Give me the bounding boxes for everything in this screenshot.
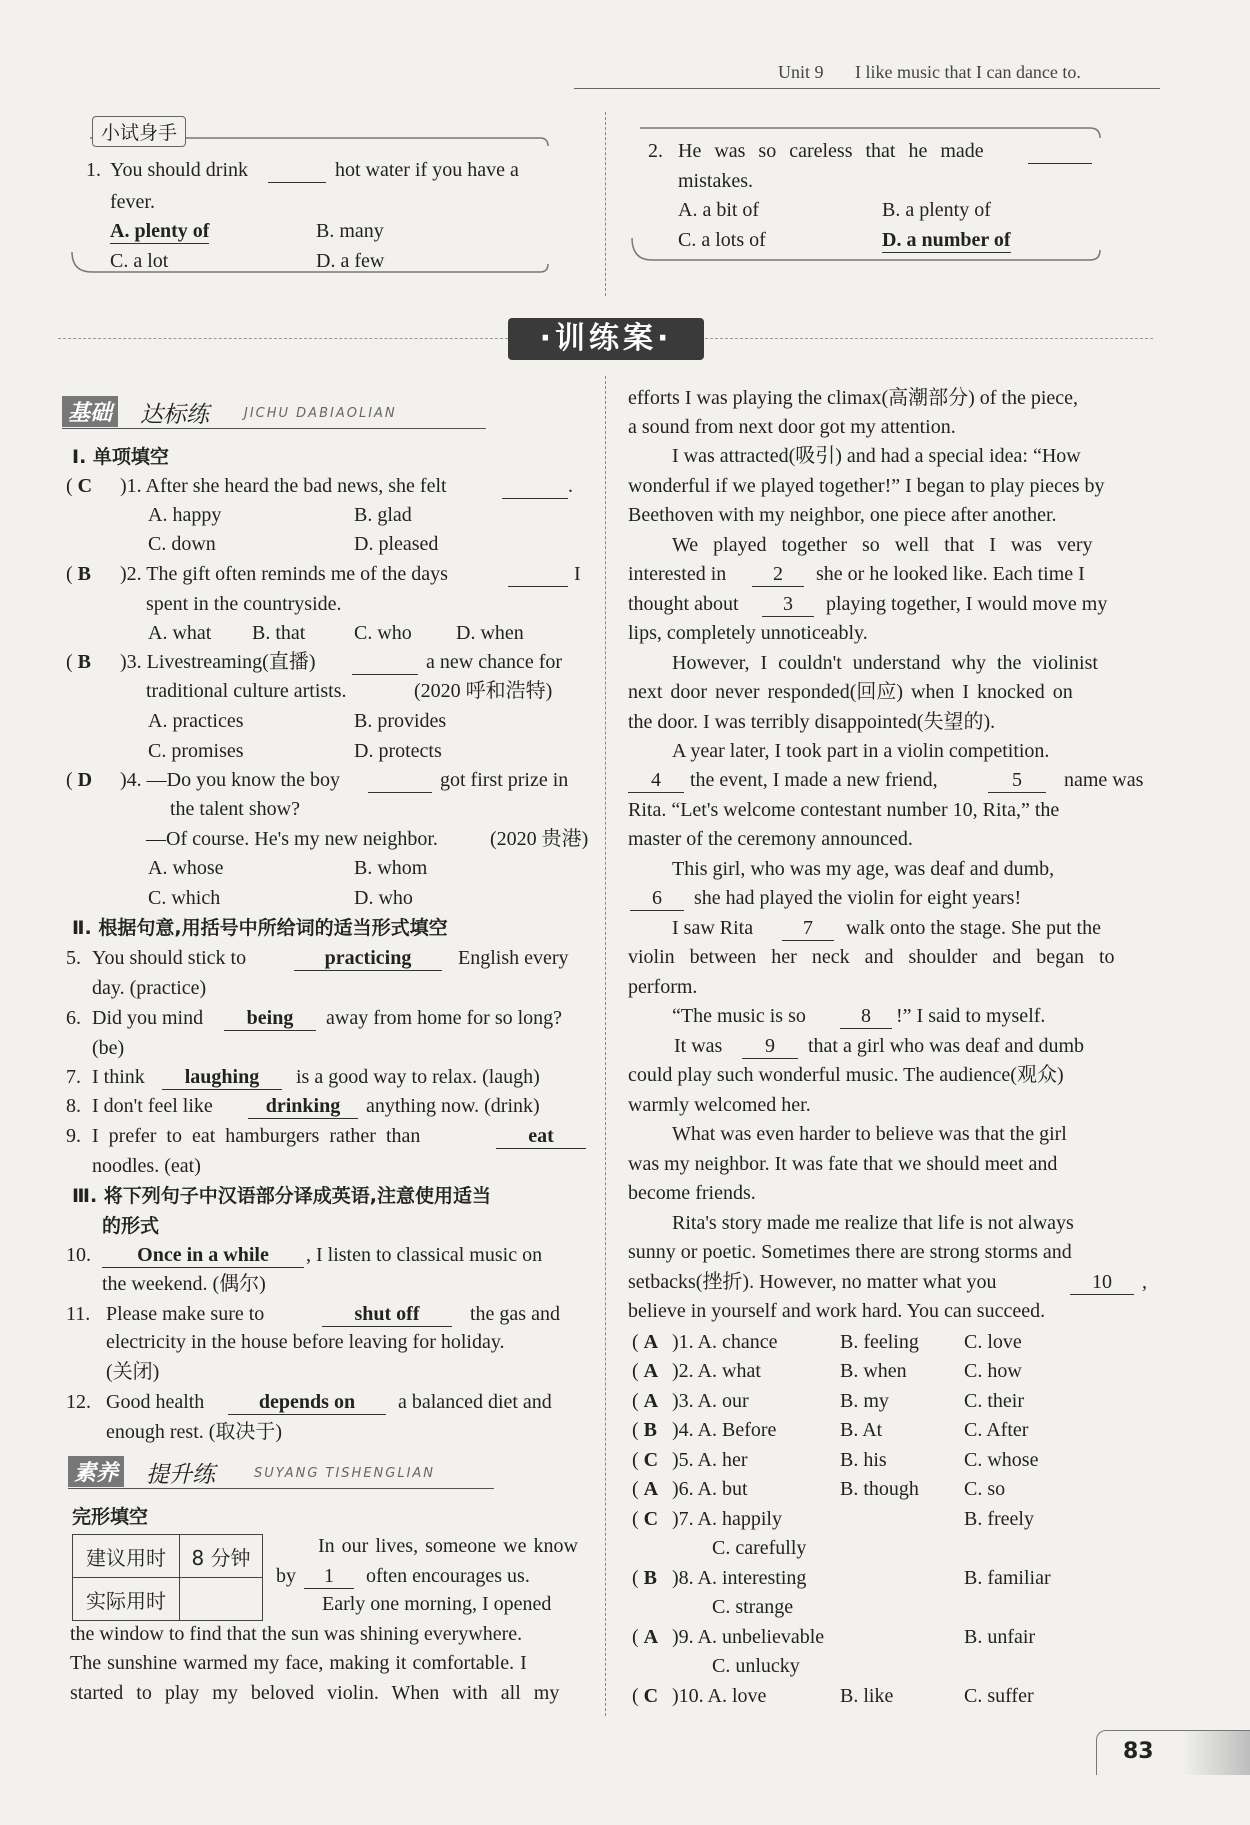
sec2-q7-answer-wrap <box>162 1065 282 1090</box>
sec3-q10-b: , I listen to classical music on <box>306 1244 543 1266</box>
sec2-q7-answer: laughing <box>162 1065 282 1090</box>
try-q1-option-c: C. a lot <box>110 250 169 272</box>
sec1-q3-stem: )3. Livestreaming(直播) <box>120 651 316 673</box>
sec1-q2-stem: )2. The gift often reminds me of the days <box>120 563 448 585</box>
sec2-q5-b: English every <box>458 947 569 969</box>
cloze-right-line-15: violin between her neck and shoulder and began to <box>628 946 1115 968</box>
cloze-opt-6-c: C. so <box>964 1478 1006 1500</box>
cloze-by: by <box>276 1565 296 1587</box>
cloze-name: name was <box>1064 769 1144 791</box>
sec1-q3-paren: ( B <box>66 651 92 673</box>
try-q1-stem-c: fever. <box>110 191 155 213</box>
cloze-right-line-24: believe in yourself and work hard. You can succeed. <box>628 1300 1046 1322</box>
cloze-interested: interested in <box>628 563 727 585</box>
cloze-it-was: It was <box>674 1035 723 1057</box>
cloze-opt-5-paren: ( C <box>632 1449 659 1471</box>
cloze-opt-7-paren: ( C <box>632 1508 659 1530</box>
cloze-right-line-11: A year later, I took part in a violin competition. <box>672 740 1050 762</box>
cloze-opt-2-answer: A <box>643 1360 659 1382</box>
cloze-saw: I saw Rita <box>672 917 754 939</box>
sec2-q7-num: 7. <box>66 1066 81 1088</box>
cloze-that-girl: that a girl who was deaf and dumb <box>808 1035 1085 1057</box>
sec1-q3-option-a: A. practices <box>148 710 244 732</box>
cloze-opt-1-paren: ( A <box>632 1331 659 1353</box>
sec1-q4-blank <box>368 768 432 793</box>
try-q2-num: 2. <box>648 140 663 162</box>
cloze-opt-2-c: C. how <box>964 1360 1022 1382</box>
sec3-q11-answer: shut off <box>322 1302 452 1327</box>
sec1-q4-source: (2020 贵港) <box>490 828 589 850</box>
cloze-time-table <box>72 1534 263 1621</box>
cloze-opt-7-b: B. freely <box>964 1508 1034 1530</box>
cloze-right-line-8: However, I couldn't understand why the violinist <box>672 652 1098 674</box>
sec2-q9-num: 9. <box>66 1125 81 1147</box>
sec2-q6-a: Did you mind <box>92 1007 204 1029</box>
cloze-opt-6-a: )6. A. but <box>672 1478 748 1500</box>
suyang-header <box>68 1456 494 1489</box>
sec1-q3-blank <box>352 650 418 675</box>
cloze-she: she or he looked like. Each time I <box>816 563 1085 585</box>
try-q2-stem-b: mistakes. <box>678 170 753 192</box>
sec1-q3-tail: a new chance for <box>426 651 563 673</box>
jichu-title-a: 基础 <box>62 396 118 427</box>
try-q1-stem-a: You should drink <box>110 159 248 181</box>
cloze-opt-9-a: )9. A. unbelievable <box>672 1626 825 1648</box>
cloze-right-line-19: What was even harder to believe was that the girl <box>672 1123 1067 1145</box>
cloze-opt-8-b: B. familiar <box>964 1567 1051 1589</box>
cloze-she-had: she had played the violin for eight years! <box>694 887 1022 909</box>
try-q1-option-d: D. a few <box>316 250 385 272</box>
table-suggested-label: 建议用时 <box>73 1535 180 1578</box>
sec2-q6-b: away from home for so long? <box>326 1007 563 1029</box>
cloze-blank-2: 2 <box>752 562 804 587</box>
cloze-opt-4-paren: ( B <box>632 1419 658 1441</box>
cloze-right-line-1: efforts I was playing the climax(高潮部分) of the piece, <box>628 387 1079 409</box>
cloze-left-line-4: the window to find that the sun was shining everywhere. <box>70 1623 523 1645</box>
sec1-q1-option-b: B. glad <box>354 504 412 526</box>
sec3-q10-answer-wrap <box>102 1243 304 1268</box>
sec1-q4-answer: D <box>77 769 93 791</box>
cloze-right-line-5: Beethoven with my neighbor, one piece after another. <box>628 504 1057 526</box>
cloze-walk: walk onto the stage. She put the <box>846 917 1101 939</box>
sec1-q4-option-a: A. whose <box>148 857 224 879</box>
cloze-playing: playing together, I would move my <box>826 593 1108 615</box>
sec1-q2-blank <box>508 562 568 587</box>
sec1-q2-option-d: D. when <box>456 622 524 644</box>
try-q1-option-b: B. many <box>316 220 384 242</box>
sec2-q8-b: anything now. (drink) <box>366 1095 540 1117</box>
sec1-q2-line2: spent in the countryside. <box>146 593 342 615</box>
cloze-blank-9: 9 <box>742 1034 798 1059</box>
sec1-q2-option-b: B. that <box>252 622 306 644</box>
sec3-q12-answer: depends on <box>228 1390 386 1415</box>
cloze-opt-3-a: )3. A. our <box>672 1390 749 1412</box>
top-divider <box>605 112 606 296</box>
sec3-q12-a: Good health <box>106 1391 205 1413</box>
cloze-opt-7-answer: C <box>643 1508 659 1530</box>
cloze-right-line-18: warmly welcomed her. <box>628 1094 811 1116</box>
cloze-opt-2-a: )2. A. what <box>672 1360 761 1382</box>
sec1-q3-answer: B <box>77 651 92 673</box>
cloze-right-line-16: perform. <box>628 976 698 998</box>
cloze-blank-6: 6 <box>630 886 684 911</box>
cloze-opt-1-a: )1. A. chance <box>672 1331 778 1353</box>
cloze-left-line-2: often encourages us. <box>366 1565 530 1587</box>
sec1-q2-option-c: C. who <box>354 622 412 644</box>
cloze-title: 完形填空 <box>72 1506 149 1528</box>
sec2-q9-c: noodles. (eat) <box>92 1155 201 1177</box>
sec2-title: Ⅱ. 根据句意,用括号中所给词的适当形式填空 <box>72 917 448 939</box>
sec3-q10-answer: Once in a while <box>102 1243 304 1268</box>
sec1-q2-tail: I <box>574 563 581 585</box>
sec3-q12-num: 12. <box>66 1391 91 1413</box>
cloze-opt-9-c: C. unlucky <box>712 1655 800 1677</box>
suyang-pinyin: SUYANG TISHENGLIAN <box>254 1466 436 1481</box>
cloze-opt-1-answer: A <box>643 1331 659 1353</box>
sec1-q4-option-c: C. which <box>148 887 221 909</box>
sec1-q3-option-d: D. protects <box>354 740 442 762</box>
sec2-q9-a: I prefer to eat hamburgers rather than <box>92 1125 421 1147</box>
cloze-right-line-22: Rita's story made me realize that life is not always <box>672 1212 1074 1234</box>
cloze-blank-4: 4 <box>628 768 684 793</box>
cloze-right-line-7: lips, completely unnoticeably. <box>628 622 868 644</box>
cloze-opt-2-b: B. when <box>840 1360 907 1382</box>
cloze-opt-6-paren: ( A <box>632 1478 659 1500</box>
banner-rule-right <box>705 338 1153 339</box>
cloze-right-line-20: was my neighbor. It was fate that we should meet and <box>628 1153 1058 1175</box>
cloze-opt-3-b: B. my <box>840 1390 889 1412</box>
cloze-opt-5-a: )5. A. her <box>672 1449 748 1471</box>
cloze-opt-5-c: C. whose <box>964 1449 1039 1471</box>
cloze-blank-5: 5 <box>988 768 1046 793</box>
sec3-q11-c: electricity in the house before leaving for holiday. <box>106 1331 505 1353</box>
cloze-blank-1: 1 <box>304 1564 354 1589</box>
try-q2-stem-a: He was so careless that he made <box>678 140 984 162</box>
cloze-right-line-14: This girl, who was my age, was deaf and dumb, <box>672 858 1055 880</box>
jichu-header <box>62 396 486 429</box>
cloze-left-line-3: Early one morning, I opened <box>322 1593 552 1615</box>
sec1-q1-option-a: A. happy <box>148 504 222 526</box>
cloze-right-line-9: next door never responded(回应) when I knocked on <box>628 681 1073 703</box>
cloze-opt-6-answer: A <box>643 1478 659 1500</box>
jichu-pinyin: JICHU DABIAOLIAN <box>244 406 397 421</box>
cloze-right-line-17: could play such wonderful music. The audience(观众) <box>628 1064 1064 1086</box>
sec1-q1-option-d: D. pleased <box>354 533 439 555</box>
cloze-opt-7-c: C. carefully <box>712 1537 807 1559</box>
cloze-right-line-12: Rita. “Let's welcome contestant number 10, Rita,” the <box>628 799 1060 821</box>
cloze-right-line-2: a sound from next door got my attention. <box>628 416 956 438</box>
cloze-thought: thought about <box>628 593 739 615</box>
try-box-label: 小试身手 <box>92 116 186 147</box>
sec3-q10-num: 10. <box>66 1244 91 1266</box>
cloze-opt-2-paren: ( A <box>632 1360 659 1382</box>
sec1-q1-answer: C <box>77 475 93 497</box>
table-actual-value <box>180 1578 263 1621</box>
sec2-q7-a: I think <box>92 1066 145 1088</box>
sec1-q3-option-c: C. promises <box>148 740 244 762</box>
cloze-music: “The music is so <box>672 1005 806 1027</box>
cloze-event: the event, I made a new friend, <box>690 769 938 791</box>
jichu-title-b: 达标练 <box>140 402 209 428</box>
sec1-q4-tail: got first prize in <box>440 769 569 791</box>
sec3-q11-answer-wrap <box>322 1302 452 1327</box>
sec2-q7-b: is a good way to relax. (laugh) <box>296 1066 540 1088</box>
sec2-q5-answer: practicing <box>294 946 442 971</box>
sec1-q1-paren: ( C <box>66 475 93 497</box>
cloze-right-line-13: master of the ceremony announced. <box>628 828 913 850</box>
sec2-q5-num: 5. <box>66 947 81 969</box>
sec2-q8-a: I don't feel like <box>92 1095 213 1117</box>
cloze-opt-9-answer: A <box>643 1626 659 1648</box>
unit-label: Unit 9 <box>778 62 824 82</box>
sec2-q8-answer-wrap <box>248 1094 358 1119</box>
sec2-q6-num: 6. <box>66 1007 81 1029</box>
cloze-opt-8-c: C. strange <box>712 1596 794 1618</box>
sec1-q1-option-c: C. down <box>148 533 216 555</box>
cloze-left-line-5: The sunshine warmed my face, making it comfortable. I <box>70 1652 527 1674</box>
header-rule <box>574 88 1160 89</box>
cloze-right-line-23: sunny or poetic. Sometimes there are strong storms and <box>628 1241 1072 1263</box>
page-number-tab <box>1096 1730 1250 1775</box>
cloze-opt-3-c: C. their <box>964 1390 1024 1412</box>
sec3-title-b: 的形式 <box>102 1215 160 1237</box>
sec1-q1-blank: . <box>502 474 573 499</box>
try-q2-option-d: D. a number of <box>882 229 1011 251</box>
sec2-q6-c: (be) <box>92 1037 125 1059</box>
sec1-q2-answer: B <box>77 563 92 585</box>
sec1-q4-option-b: B. whom <box>354 857 428 879</box>
unit-title: I like music that I can dance to. <box>855 62 1081 82</box>
cloze-blank-3: 3 <box>762 592 814 617</box>
cloze-opt-10-c: C. suffer <box>964 1685 1034 1707</box>
cloze-right-line-21: become friends. <box>628 1182 756 1204</box>
sec1-q4-paren: ( D <box>66 769 93 791</box>
try-q1-blank <box>268 158 326 183</box>
sec2-q8-answer: drinking <box>248 1094 358 1119</box>
sec3-q10-c: the weekend. (偶尔) <box>102 1273 266 1295</box>
banner-rule-left <box>58 338 508 339</box>
cloze-opt-4-a: )4. A. Before <box>672 1419 777 1441</box>
cloze-opt-5-b: B. his <box>840 1449 887 1471</box>
sec1-q4-stem: )4. —Do you know the boy <box>120 769 340 791</box>
cloze-blank-8: 8 <box>840 1004 892 1029</box>
sec1-q4-option-d: D. who <box>354 887 413 909</box>
cloze-said: !” I said to myself. <box>896 1005 1046 1027</box>
cloze-comma: , <box>1142 1271 1147 1293</box>
cloze-right-line-6: We played together so well that I was very <box>672 534 1093 556</box>
sec1-q2-paren: ( B <box>66 563 92 585</box>
cloze-opt-9-paren: ( A <box>632 1626 659 1648</box>
banner-title: ·训练案· <box>508 318 704 360</box>
cloze-blank-7: 7 <box>782 916 834 941</box>
suyang-title-b: 提升练 <box>146 1462 215 1488</box>
suyang-title-a: 素养 <box>68 1456 124 1487</box>
sec2-q9-answer-wrap <box>496 1124 586 1149</box>
sec1-q3-option-b: B. provides <box>354 710 447 732</box>
cloze-blank-10: 10 <box>1070 1270 1134 1295</box>
cloze-opt-9-b: B. unfair <box>964 1626 1036 1648</box>
try-q2-blank <box>1028 139 1092 164</box>
cloze-opt-8-paren: ( B <box>632 1567 658 1589</box>
sec2-q6-answer-wrap <box>224 1006 316 1031</box>
cloze-opt-10-b: B. like <box>840 1685 894 1707</box>
sec2-q5-c: day. (practice) <box>92 977 207 999</box>
sec3-q12-answer-wrap <box>228 1390 386 1415</box>
cloze-left-line-1: In our lives, someone we know <box>318 1535 578 1557</box>
cloze-opt-10-answer: C <box>643 1685 659 1707</box>
try-q2-option-a: A. a bit of <box>678 199 760 221</box>
cloze-right-line-3: I was attracted(吸引) and had a special idea: “How <box>672 445 1081 467</box>
cloze-opt-10-paren: ( C <box>632 1685 659 1707</box>
sec3-q12-c: enough rest. (取决于) <box>106 1421 283 1443</box>
cloze-right-line-10: the door. I was terribly disappointed(失望的). <box>628 711 996 733</box>
try-q1-num: 1. <box>86 159 101 181</box>
table-suggested-value: 8 分钟 <box>180 1535 263 1578</box>
cloze-opt-3-answer: A <box>643 1390 659 1412</box>
cloze-opt-7-a: )7. A. happily <box>672 1508 782 1530</box>
cloze-opt-4-b: B. At <box>840 1419 883 1441</box>
try-q2-option-c: C. a lots of <box>678 229 766 251</box>
sec1-q3-line2: traditional culture artists. <box>146 680 347 702</box>
try-q2-option-b: B. a plenty of <box>882 199 991 221</box>
cloze-opt-4-c: C. After <box>964 1419 1029 1441</box>
table-actual-label: 实际用时 <box>73 1578 180 1621</box>
sec2-q8-num: 8. <box>66 1095 81 1117</box>
cloze-setbacks: setbacks(挫折). However, no matter what you <box>628 1271 997 1293</box>
cloze-opt-10-a: )10. A. love <box>672 1685 767 1707</box>
sec3-q11-num: 11. <box>66 1303 91 1325</box>
page-number: 83 <box>1123 1739 1154 1764</box>
try-q1-option-a: A. plenty of <box>110 220 210 242</box>
cloze-opt-1-c: C. love <box>964 1331 1022 1353</box>
sec1-q3-source: (2020 呼和浩特) <box>414 680 553 702</box>
sec3-title-a: Ⅲ. 将下列句子中汉语部分译成英语,注意使用适当 <box>72 1185 492 1207</box>
main-divider <box>605 376 606 1716</box>
sec1-q1-stem: )1. After she heard the bad news, she felt <box>120 475 447 497</box>
cloze-right-line-4: wonderful if we played together!” I began to play pieces by <box>628 475 1105 497</box>
sec2-q9-answer: eat <box>496 1124 586 1149</box>
sec3-q11-a: Please make sure to <box>106 1303 265 1325</box>
cloze-opt-1-b: B. feeling <box>840 1331 919 1353</box>
sec3-q11-d: (关闭) <box>106 1361 160 1383</box>
sec2-q6-answer: being <box>224 1006 316 1031</box>
cloze-opt-3-paren: ( A <box>632 1390 659 1412</box>
sec2-q5-answer-wrap <box>294 946 442 971</box>
sec1-q2-option-a: A. what <box>148 622 212 644</box>
cloze-opt-8-a: )8. A. interesting <box>672 1567 807 1589</box>
sec1-q4-line3: —Of course. He's my new neighbor. <box>146 828 438 850</box>
sec3-q11-b: the gas and <box>470 1303 560 1325</box>
sec1-title: Ⅰ. 单项填空 <box>72 446 169 468</box>
sec2-q5-a: You should stick to <box>92 947 247 969</box>
cloze-opt-6-b: B. though <box>840 1478 919 1500</box>
cloze-left-line-6: started to play my beloved violin. When with all my <box>70 1682 560 1704</box>
sec1-q4-line2: the talent show? <box>170 798 300 820</box>
sec3-q12-b: a balanced diet and <box>398 1391 552 1413</box>
try-q1-stem-b: hot water if you have a <box>335 159 519 181</box>
cloze-opt-8-answer: B <box>643 1567 658 1589</box>
cloze-opt-5-answer: C <box>643 1449 659 1471</box>
cloze-opt-4-answer: B <box>643 1419 658 1441</box>
